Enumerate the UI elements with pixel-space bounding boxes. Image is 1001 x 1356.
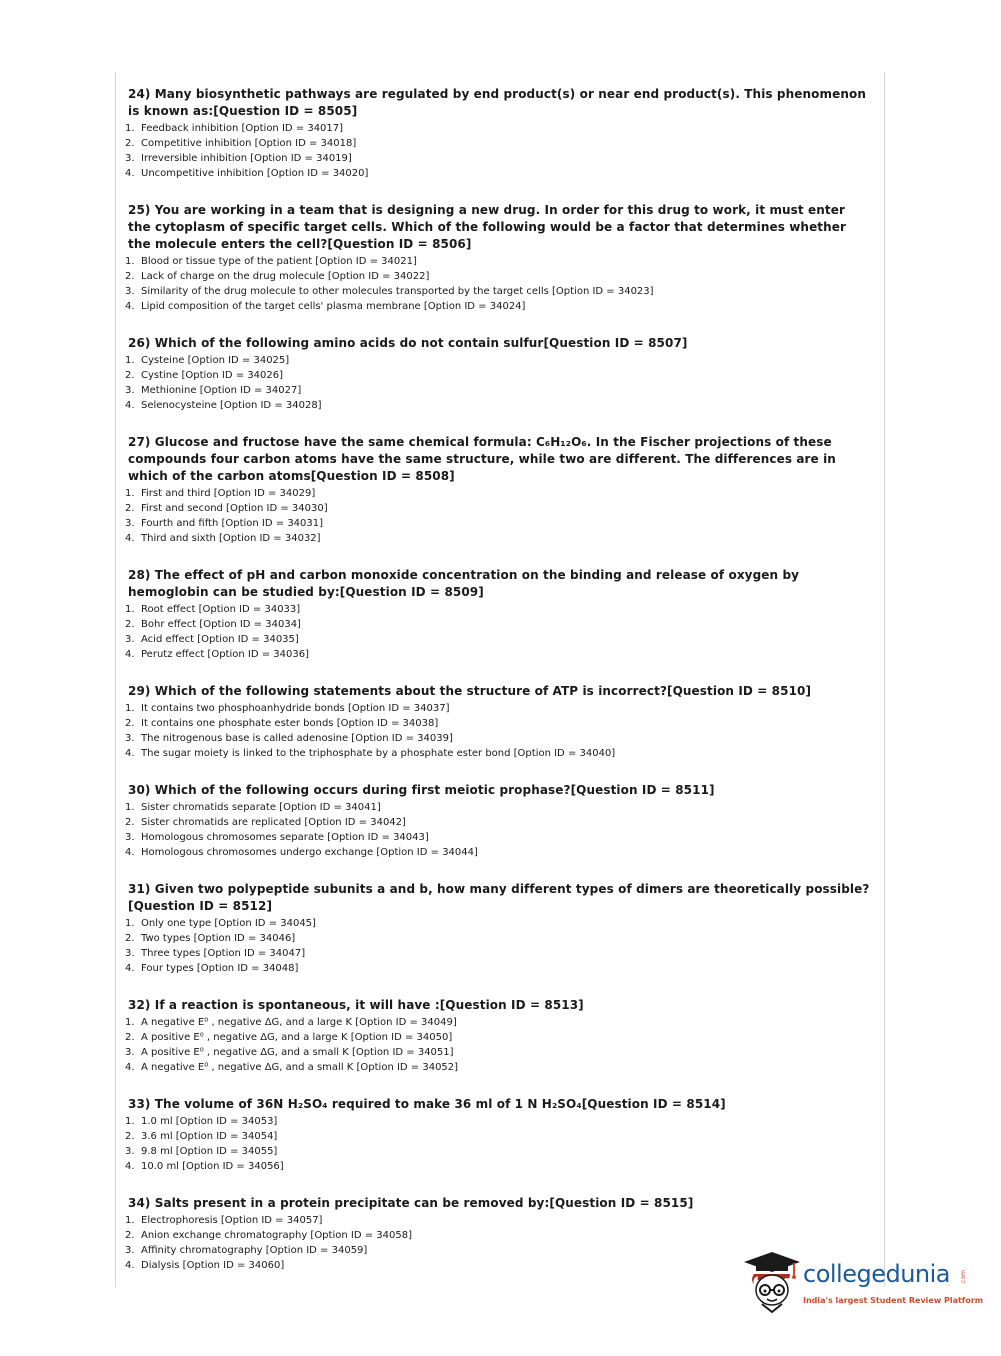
option-item (125, 166, 870, 181)
option-item (125, 254, 870, 269)
option-number: 3. (125, 1146, 135, 1157)
question-block (125, 86, 870, 181)
option-text: A positive E⁰ , negative ΔG, and a small K [Option ID = 34051] (141, 1047, 454, 1058)
question-block (125, 997, 870, 1075)
option-number: 3. (125, 733, 135, 744)
option-item (125, 299, 870, 314)
option-number: 2. (125, 370, 135, 381)
left-page-rule (115, 72, 116, 1287)
option-item (125, 746, 870, 761)
option-item (125, 701, 870, 716)
option-text: Root effect [Option ID = 34033] (141, 604, 301, 615)
question-text: 31) Given two polypeptide subunits a and b, how many different types of dimers are theoretically possible?[Question ID = 8512] (128, 882, 870, 913)
option-item (125, 647, 870, 662)
option-number: 4. (125, 168, 135, 179)
option-item (125, 284, 870, 299)
option-number: 2. (125, 718, 135, 729)
option-number: 1. (125, 488, 135, 499)
logo-domain: .com (960, 1270, 967, 1285)
option-text: A negative E⁰ , negative ΔG, and a large K [Option ID = 34049] (141, 1017, 457, 1028)
option-item (125, 1030, 870, 1045)
option-number: 1. (125, 1215, 135, 1226)
option-number: 2. (125, 1032, 135, 1043)
option-number: 4. (125, 301, 135, 312)
question-text: 33) The volume of 36N H₂SO₄ required to make 36 ml of 1 N H₂SO₄[Question ID = 8514] (128, 1097, 726, 1111)
right-page-rule (884, 72, 885, 1287)
option-text: First and third [Option ID = 34029] (141, 488, 316, 499)
question-text: 26) Which of the following amino acids do not contain sulfur[Question ID = 8507] (128, 336, 688, 350)
option-item (125, 1228, 870, 1243)
option-item (125, 845, 870, 860)
option-item (125, 121, 870, 136)
option-text: Cysteine [Option ID = 34025] (141, 355, 290, 366)
option-text: A negative E⁰ , negative ΔG, and a small K [Option ID = 34052] (141, 1062, 459, 1073)
option-number: 2. (125, 1230, 135, 1241)
option-text: The sugar moiety is linked to the triphosphate by a phosphate ester bond [Option ID = 34040] (141, 748, 616, 759)
option-item (125, 501, 870, 516)
option-item (125, 916, 870, 931)
option-number: 4. (125, 533, 135, 544)
logo-wordmark: collegedunia (803, 1260, 951, 1288)
option-item (125, 961, 870, 976)
option-item (125, 1114, 870, 1129)
option-text: Lack of charge on the drug molecule [Option ID = 34022] (141, 271, 430, 282)
option-number: 1. (125, 604, 135, 615)
option-text: The nitrogenous base is called adenosine [Option ID = 34039] (141, 733, 453, 744)
option-text: Acid effect [Option ID = 34035] (141, 634, 299, 645)
question-block (125, 434, 870, 546)
option-list (125, 916, 870, 976)
option-text: Cystine [Option ID = 34026] (141, 370, 284, 381)
option-text: Dialysis [Option ID = 34060] (141, 1260, 285, 1271)
option-item (125, 1144, 870, 1159)
option-number: 3. (125, 518, 135, 529)
option-item (125, 716, 870, 731)
option-list (125, 602, 870, 662)
option-number: 3. (125, 153, 135, 164)
option-item (125, 815, 870, 830)
option-list (125, 254, 870, 314)
option-item (125, 830, 870, 845)
option-number: 3. (125, 286, 135, 297)
option-text: 10.0 ml [Option ID = 34056] (141, 1161, 284, 1172)
option-item (125, 1015, 870, 1030)
option-list (125, 1114, 870, 1174)
option-number: 2. (125, 1131, 135, 1142)
option-number: 1. (125, 1017, 135, 1028)
option-text: Four types [Option ID = 34048] (141, 963, 299, 974)
option-number: 3. (125, 948, 135, 959)
option-text: Only one type [Option ID = 34045] (141, 918, 316, 929)
option-text: Third and sixth [Option ID = 34032] (141, 533, 321, 544)
option-item (125, 617, 870, 632)
option-text: Anion exchange chromatography [Option ID = 34058] (141, 1230, 412, 1241)
option-number: 3. (125, 385, 135, 396)
question-text: 32) If a reaction is spontaneous, it will have :[Question ID = 8513] (128, 998, 584, 1012)
option-text: Affinity chromatography [Option ID = 34059] (141, 1245, 368, 1256)
option-number: 1. (125, 1116, 135, 1127)
option-number: 2. (125, 503, 135, 514)
option-number: 1. (125, 918, 135, 929)
question-block (125, 782, 870, 860)
option-number: 1. (125, 123, 135, 134)
question-text: 28) The effect of pH and carbon monoxide concentration on the binding and release of oxygen by hemoglobin can be studied by:[Question ID = 8509] (128, 568, 800, 599)
option-text: A positive E⁰ , negative ΔG, and a large K [Option ID = 34050] (141, 1032, 453, 1043)
option-number: 4. (125, 1260, 135, 1271)
option-item (125, 531, 870, 546)
option-list (125, 353, 870, 413)
option-text: Perutz effect [Option ID = 34036] (141, 649, 309, 660)
option-text: Fourth and fifth [Option ID = 34031] (141, 518, 324, 529)
option-text: First and second [Option ID = 34030] (141, 503, 328, 514)
option-text: Lipid composition of the target cells' plasma membrane [Option ID = 34024] (141, 301, 526, 312)
option-text: Blood or tissue type of the patient [Option ID = 34021] (141, 256, 417, 267)
option-list (125, 1015, 870, 1075)
option-text: Three types [Option ID = 34047] (141, 948, 306, 959)
question-block (125, 202, 870, 314)
question-block (125, 1096, 870, 1174)
option-number: 4. (125, 963, 135, 974)
option-text: Sister chromatids separate [Option ID = 34041] (141, 802, 381, 813)
option-item (125, 602, 870, 617)
option-text: 3.6 ml [Option ID = 34054] (141, 1131, 278, 1142)
option-number: 4. (125, 400, 135, 411)
question-text: 27) Glucose and fructose have the same chemical formula: C₆H₁₂O₆. In the Fischer projections of these compounds four carbon atoms have the same structure, while two are different. The differences are in which of the carbon atoms[Question ID = 8508] (128, 435, 836, 483)
option-item (125, 353, 870, 368)
option-text: Bohr effect [Option ID = 34034] (141, 619, 301, 630)
question-text: 34) Salts present in a protein precipitate can be removed by:[Question ID = 8515] (128, 1196, 694, 1210)
option-item (125, 269, 870, 284)
option-number: 4. (125, 1062, 135, 1073)
option-number: 2. (125, 619, 135, 630)
option-item (125, 800, 870, 815)
option-item (125, 1213, 870, 1228)
question-text: 29) Which of the following statements about the structure of ATP is incorrect?[Question ID = 8510] (128, 684, 812, 698)
option-item (125, 1060, 870, 1075)
option-item (125, 516, 870, 531)
option-item (125, 1129, 870, 1144)
option-item (125, 1159, 870, 1174)
option-text: Sister chromatids are replicated [Option ID = 34042] (141, 817, 406, 828)
question-block (125, 335, 870, 413)
option-text: Uncompetitive inhibition [Option ID = 34020] (141, 168, 369, 179)
option-item (125, 1045, 870, 1060)
option-text: Similarity of the drug molecule to other molecules transported by the target cells [Option ID = 34023] (141, 286, 654, 297)
question-text: 30) Which of the following occurs during first meiotic prophase?[Question ID = 8511] (128, 783, 715, 797)
option-number: 2. (125, 271, 135, 282)
option-list (125, 486, 870, 546)
option-text: Irreversible inhibition [Option ID = 34019] (141, 153, 352, 164)
option-text: Homologous chromosomes undergo exchange [Option ID = 34044] (141, 847, 478, 858)
option-number: 2. (125, 933, 135, 944)
option-text: It contains two phosphoanhydride bonds [Option ID = 34037] (141, 703, 450, 714)
option-text: Methionine [Option ID = 34027] (141, 385, 302, 396)
option-number: 4. (125, 847, 135, 858)
option-item (125, 931, 870, 946)
option-number: 4. (125, 748, 135, 759)
option-text: Electrophoresis [Option ID = 34057] (141, 1215, 323, 1226)
option-number: 2. (125, 138, 135, 149)
option-item (125, 398, 870, 413)
option-number: 1. (125, 256, 135, 267)
option-text: Homologous chromosomes separate [Option ID = 34043] (141, 832, 429, 843)
option-item (125, 151, 870, 166)
option-number: 2. (125, 817, 135, 828)
option-text: 9.8 ml [Option ID = 34055] (141, 1146, 278, 1157)
option-text: Selenocysteine [Option ID = 34028] (141, 400, 322, 411)
option-item (125, 136, 870, 151)
option-text: Two types [Option ID = 34046] (141, 933, 296, 944)
question-text: 24) Many biosynthetic pathways are regulated by end product(s) or near end product(s). This phenomenon is known as:[Question ID = 8505] (128, 87, 866, 118)
question-text: 25) You are working in a team that is designing a new drug. In order for this drug to work, it must enter the cytoplasm of specific target cells. Which of the following would be a factor that determines whether the molecule enters the cell?[Question ID = 8506] (128, 203, 847, 251)
option-item (125, 946, 870, 961)
option-item (125, 486, 870, 501)
option-list (125, 701, 870, 761)
option-text: Competitive inhibition [Option ID = 34018] (141, 138, 357, 149)
option-number: 3. (125, 832, 135, 843)
option-list (125, 800, 870, 860)
option-number: 3. (125, 634, 135, 645)
option-text: It contains one phosphate ester bonds [Option ID = 34038] (141, 718, 439, 729)
option-item (125, 731, 870, 746)
question-list (125, 86, 870, 1294)
option-text: Feedback inhibition [Option ID = 34017] (141, 123, 344, 134)
question-block (125, 881, 870, 976)
logo-tagline: India's largest Student Review Platform (803, 1296, 984, 1305)
option-number: 4. (125, 1161, 135, 1172)
option-number: 1. (125, 355, 135, 366)
option-number: 1. (125, 802, 135, 813)
option-list (125, 121, 870, 181)
option-item (125, 383, 870, 398)
option-number: 1. (125, 703, 135, 714)
mascot-icon (742, 1250, 802, 1314)
option-number: 3. (125, 1047, 135, 1058)
option-item (125, 632, 870, 647)
option-item (125, 368, 870, 383)
collegedunia-logo (742, 1250, 984, 1320)
option-text: 1.0 ml [Option ID = 34053] (141, 1116, 278, 1127)
option-number: 4. (125, 649, 135, 660)
option-number: 3. (125, 1245, 135, 1256)
question-block (125, 683, 870, 761)
question-block (125, 567, 870, 662)
